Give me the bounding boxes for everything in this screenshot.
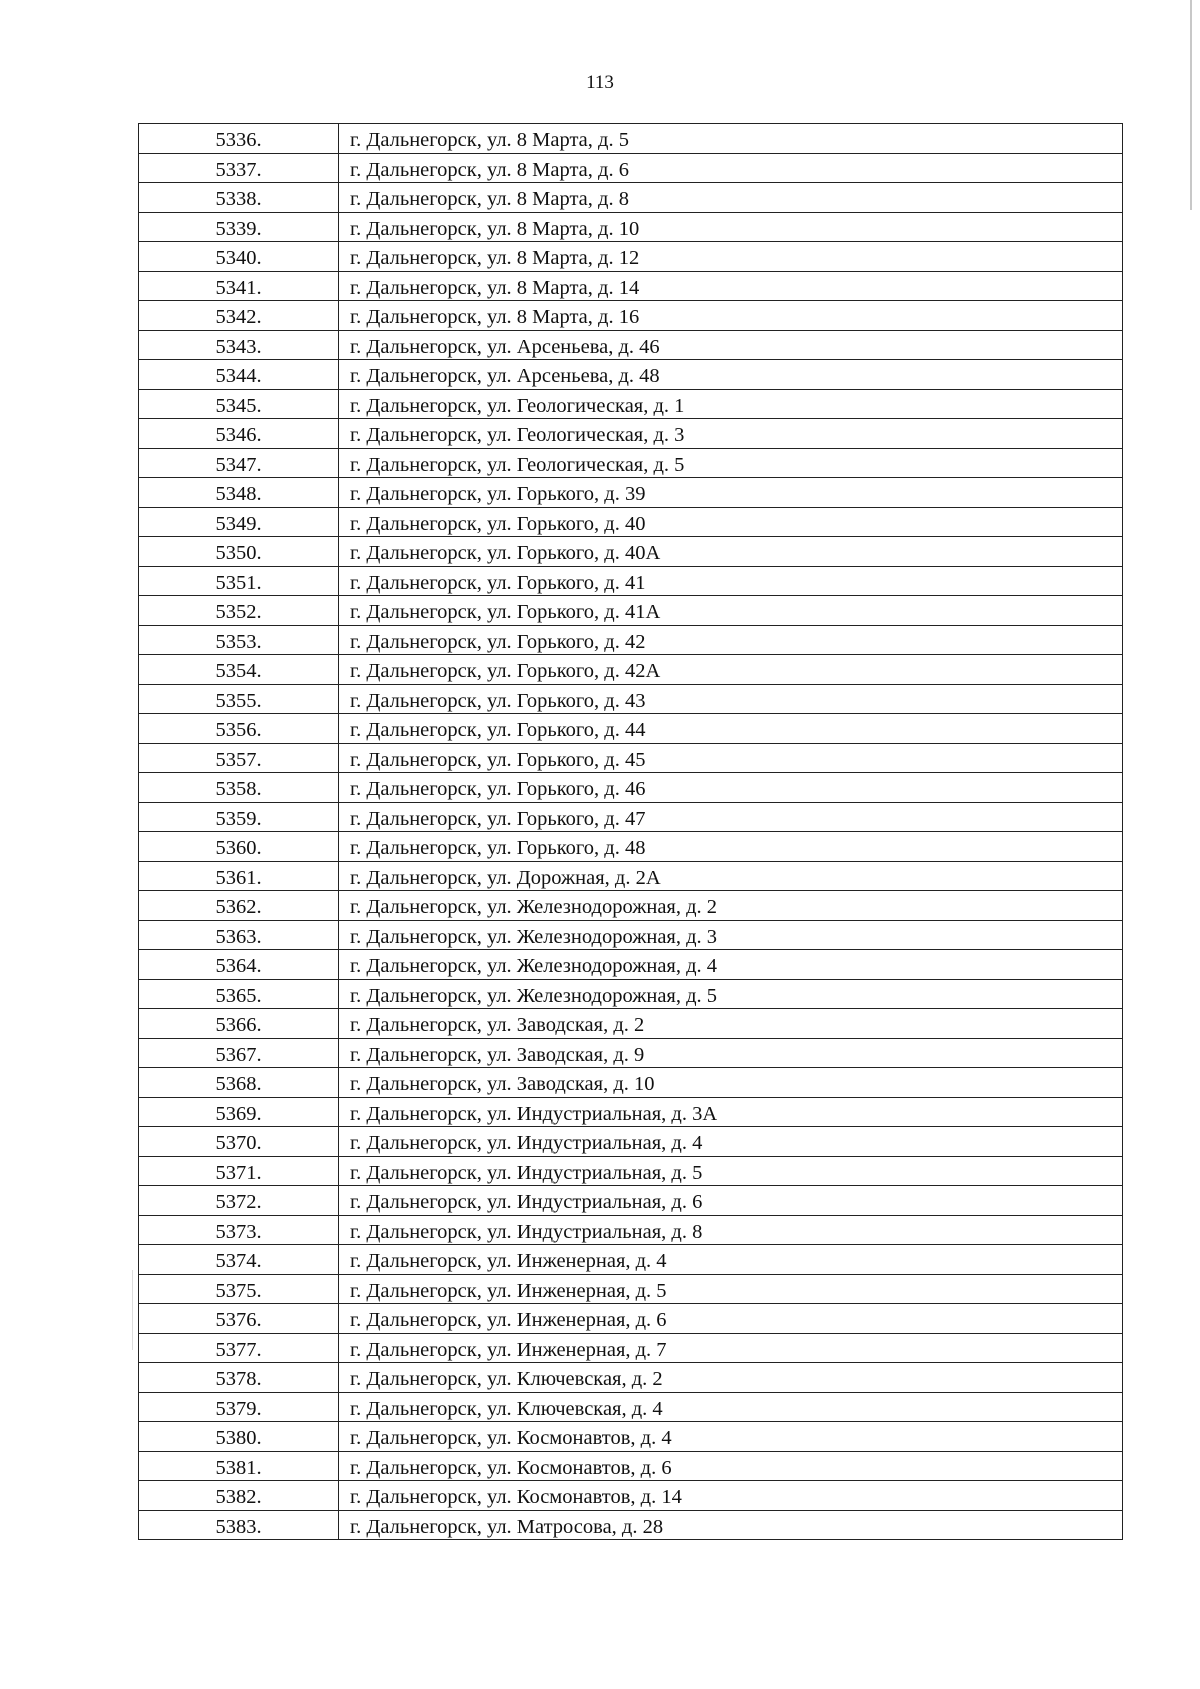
row-number: 5359. — [139, 802, 339, 832]
row-number: 5368. — [139, 1068, 339, 1098]
row-number: 5356. — [139, 714, 339, 744]
table-row — [139, 743, 1123, 773]
table-row — [139, 537, 1123, 567]
row-number: 5354. — [139, 655, 339, 685]
table-row — [139, 920, 1123, 950]
row-number: 5345. — [139, 389, 339, 419]
row-number: 5361. — [139, 861, 339, 891]
row-address: г. Дальнегорск, ул. Горького, д. 41 — [339, 566, 1123, 596]
row-number: 5344. — [139, 360, 339, 390]
row-address: г. Дальнегорск, ул. Железнодорожная, д. 5 — [339, 979, 1123, 1009]
table-row — [139, 625, 1123, 655]
row-number: 5355. — [139, 684, 339, 714]
row-address: г. Дальнегорск, ул. Индустриальная, д. 4 — [339, 1127, 1123, 1157]
table-row — [139, 1245, 1123, 1275]
row-number: 5367. — [139, 1038, 339, 1068]
row-address: г. Дальнегорск, ул. Матросова, д. 28 — [339, 1510, 1123, 1540]
page-number: 113 — [586, 72, 614, 93]
row-number: 5366. — [139, 1009, 339, 1039]
table-row — [139, 1451, 1123, 1481]
row-address: г. Дальнегорск, ул. Заводская, д. 9 — [339, 1038, 1123, 1068]
row-address: г. Дальнегорск, ул. Космонавтов, д. 6 — [339, 1451, 1123, 1481]
table-row — [139, 1038, 1123, 1068]
row-address: г. Дальнегорск, ул. Горького, д. 42А — [339, 655, 1123, 685]
row-address: г. Дальнегорск, ул. Горького, д. 44 — [339, 714, 1123, 744]
row-number: 5352. — [139, 596, 339, 626]
row-number: 5347. — [139, 448, 339, 478]
table-row — [139, 1510, 1123, 1540]
row-address: г. Дальнегорск, ул. Горького, д. 47 — [339, 802, 1123, 832]
row-address: г. Дальнегорск, ул. 8 Марта, д. 16 — [339, 301, 1123, 331]
row-address: г. Дальнегорск, ул. Геологическая, д. 1 — [339, 389, 1123, 419]
row-address: г. Дальнегорск, ул. 8 Марта, д. 10 — [339, 212, 1123, 242]
table-row — [139, 566, 1123, 596]
row-address: г. Дальнегорск, ул. Инженерная, д. 4 — [339, 1245, 1123, 1275]
table-row — [139, 419, 1123, 449]
row-address: г. Дальнегорск, ул. 8 Марта, д. 12 — [339, 242, 1123, 272]
table-row — [139, 832, 1123, 862]
row-number: 5380. — [139, 1422, 339, 1452]
scan-edge-line — [1190, 0, 1192, 210]
row-address: г. Дальнегорск, ул. Индустриальная, д. 3А — [339, 1097, 1123, 1127]
table-row — [139, 1392, 1123, 1422]
row-number: 5371. — [139, 1156, 339, 1186]
table-row — [139, 1304, 1123, 1334]
table-row — [139, 183, 1123, 213]
row-address: г. Дальнегорск, ул. Горького, д. 40А — [339, 537, 1123, 567]
table-row — [139, 1009, 1123, 1039]
table-row — [139, 1068, 1123, 1098]
address-table-body — [139, 124, 1123, 1540]
table-row — [139, 979, 1123, 1009]
row-number: 5383. — [139, 1510, 339, 1540]
table-row — [139, 271, 1123, 301]
table-row — [139, 330, 1123, 360]
table-row — [139, 714, 1123, 744]
row-number: 5381. — [139, 1451, 339, 1481]
table-row — [139, 1127, 1123, 1157]
row-number: 5349. — [139, 507, 339, 537]
row-address: г. Дальнегорск, ул. 8 Марта, д. 8 — [339, 183, 1123, 213]
row-address: г. Дальнегорск, ул. Горького, д. 45 — [339, 743, 1123, 773]
row-number: 5377. — [139, 1333, 339, 1363]
row-address: г. Дальнегорск, ул. Горького, д. 48 — [339, 832, 1123, 862]
row-address: г. Дальнегорск, ул. Космонавтов, д. 14 — [339, 1481, 1123, 1511]
row-number: 5337. — [139, 153, 339, 183]
row-number: 5340. — [139, 242, 339, 272]
row-number: 5378. — [139, 1363, 339, 1393]
row-number: 5343. — [139, 330, 339, 360]
row-number: 5373. — [139, 1215, 339, 1245]
table-row — [139, 773, 1123, 803]
row-address: г. Дальнегорск, ул. Железнодорожная, д. 3 — [339, 920, 1123, 950]
table-row — [139, 478, 1123, 508]
row-address: г. Дальнегорск, ул. Космонавтов, д. 4 — [339, 1422, 1123, 1452]
row-number: 5370. — [139, 1127, 339, 1157]
row-number: 5336. — [139, 124, 339, 154]
table-row — [139, 1215, 1123, 1245]
row-number: 5341. — [139, 271, 339, 301]
row-number: 5363. — [139, 920, 339, 950]
row-number: 5369. — [139, 1097, 339, 1127]
row-number: 5375. — [139, 1274, 339, 1304]
row-address: г. Дальнегорск, ул. Инженерная, д. 5 — [339, 1274, 1123, 1304]
table-row — [139, 507, 1123, 537]
row-number: 5358. — [139, 773, 339, 803]
row-address: г. Дальнегорск, ул. Инженерная, д. 7 — [339, 1333, 1123, 1363]
row-address: г. Дальнегорск, ул. Инженерная, д. 6 — [339, 1304, 1123, 1334]
table-row — [139, 1363, 1123, 1393]
row-number: 5339. — [139, 212, 339, 242]
row-address: г. Дальнегорск, ул. Индустриальная, д. 6 — [339, 1186, 1123, 1216]
row-address: г. Дальнегорск, ул. Железнодорожная, д. 4 — [339, 950, 1123, 980]
row-address: г. Дальнегорск, ул. Геологическая, д. 3 — [339, 419, 1123, 449]
row-number: 5351. — [139, 566, 339, 596]
table-row — [139, 212, 1123, 242]
table-row — [139, 389, 1123, 419]
row-number: 5364. — [139, 950, 339, 980]
row-number: 5379. — [139, 1392, 339, 1422]
row-number: 5338. — [139, 183, 339, 213]
table-row — [139, 1186, 1123, 1216]
row-number: 5362. — [139, 891, 339, 921]
row-address: г. Дальнегорск, ул. Горького, д. 46 — [339, 773, 1123, 803]
row-address: г. Дальнегорск, ул. Арсеньева, д. 48 — [339, 360, 1123, 390]
row-address: г. Дальнегорск, ул. 8 Марта, д. 5 — [339, 124, 1123, 154]
row-address: г. Дальнегорск, ул. Железнодорожная, д. 2 — [339, 891, 1123, 921]
table-row — [139, 684, 1123, 714]
row-number: 5360. — [139, 832, 339, 862]
table-row — [139, 891, 1123, 921]
row-address: г. Дальнегорск, ул. Индустриальная, д. 5 — [339, 1156, 1123, 1186]
row-address: г. Дальнегорск, ул. Арсеньева, д. 46 — [339, 330, 1123, 360]
row-number: 5376. — [139, 1304, 339, 1334]
table-row — [139, 242, 1123, 272]
row-address: г. Дальнегорск, ул. Ключевская, д. 4 — [339, 1392, 1123, 1422]
row-address: г. Дальнегорск, ул. Дорожная, д. 2А — [339, 861, 1123, 891]
table-row — [139, 1481, 1123, 1511]
row-number: 5357. — [139, 743, 339, 773]
row-address: г. Дальнегорск, ул. Заводская, д. 10 — [339, 1068, 1123, 1098]
row-address: г. Дальнегорск, ул. 8 Марта, д. 6 — [339, 153, 1123, 183]
row-address: г. Дальнегорск, ул. 8 Марта, д. 14 — [339, 271, 1123, 301]
table-row — [139, 655, 1123, 685]
table-row — [139, 1333, 1123, 1363]
table-row — [139, 1097, 1123, 1127]
table-row — [139, 596, 1123, 626]
row-address: г. Дальнегорск, ул. Горького, д. 43 — [339, 684, 1123, 714]
table-row — [139, 861, 1123, 891]
table-row — [139, 301, 1123, 331]
table-row — [139, 1274, 1123, 1304]
row-number: 5372. — [139, 1186, 339, 1216]
row-number: 5348. — [139, 478, 339, 508]
scan-margin-mark — [132, 1270, 133, 1350]
table-row — [139, 802, 1123, 832]
table-row — [139, 950, 1123, 980]
table-row — [139, 1156, 1123, 1186]
row-address: г. Дальнегорск, ул. Индустриальная, д. 8 — [339, 1215, 1123, 1245]
table-row — [139, 448, 1123, 478]
address-table — [138, 123, 1123, 1540]
row-address: г. Дальнегорск, ул. Горького, д. 41А — [339, 596, 1123, 626]
row-address: г. Дальнегорск, ул. Горького, д. 39 — [339, 478, 1123, 508]
row-number: 5353. — [139, 625, 339, 655]
row-address: г. Дальнегорск, ул. Ключевская, д. 2 — [339, 1363, 1123, 1393]
row-number: 5342. — [139, 301, 339, 331]
row-address: г. Дальнегорск, ул. Геологическая, д. 5 — [339, 448, 1123, 478]
row-address: г. Дальнегорск, ул. Заводская, д. 2 — [339, 1009, 1123, 1039]
table-row — [139, 153, 1123, 183]
row-number: 5382. — [139, 1481, 339, 1511]
table-row — [139, 1422, 1123, 1452]
table-row — [139, 124, 1123, 154]
row-address: г. Дальнегорск, ул. Горького, д. 40 — [339, 507, 1123, 537]
row-address: г. Дальнегорск, ул. Горького, д. 42 — [339, 625, 1123, 655]
row-number: 5374. — [139, 1245, 339, 1275]
table-row — [139, 360, 1123, 390]
row-number: 5346. — [139, 419, 339, 449]
row-number: 5350. — [139, 537, 339, 567]
row-number: 5365. — [139, 979, 339, 1009]
